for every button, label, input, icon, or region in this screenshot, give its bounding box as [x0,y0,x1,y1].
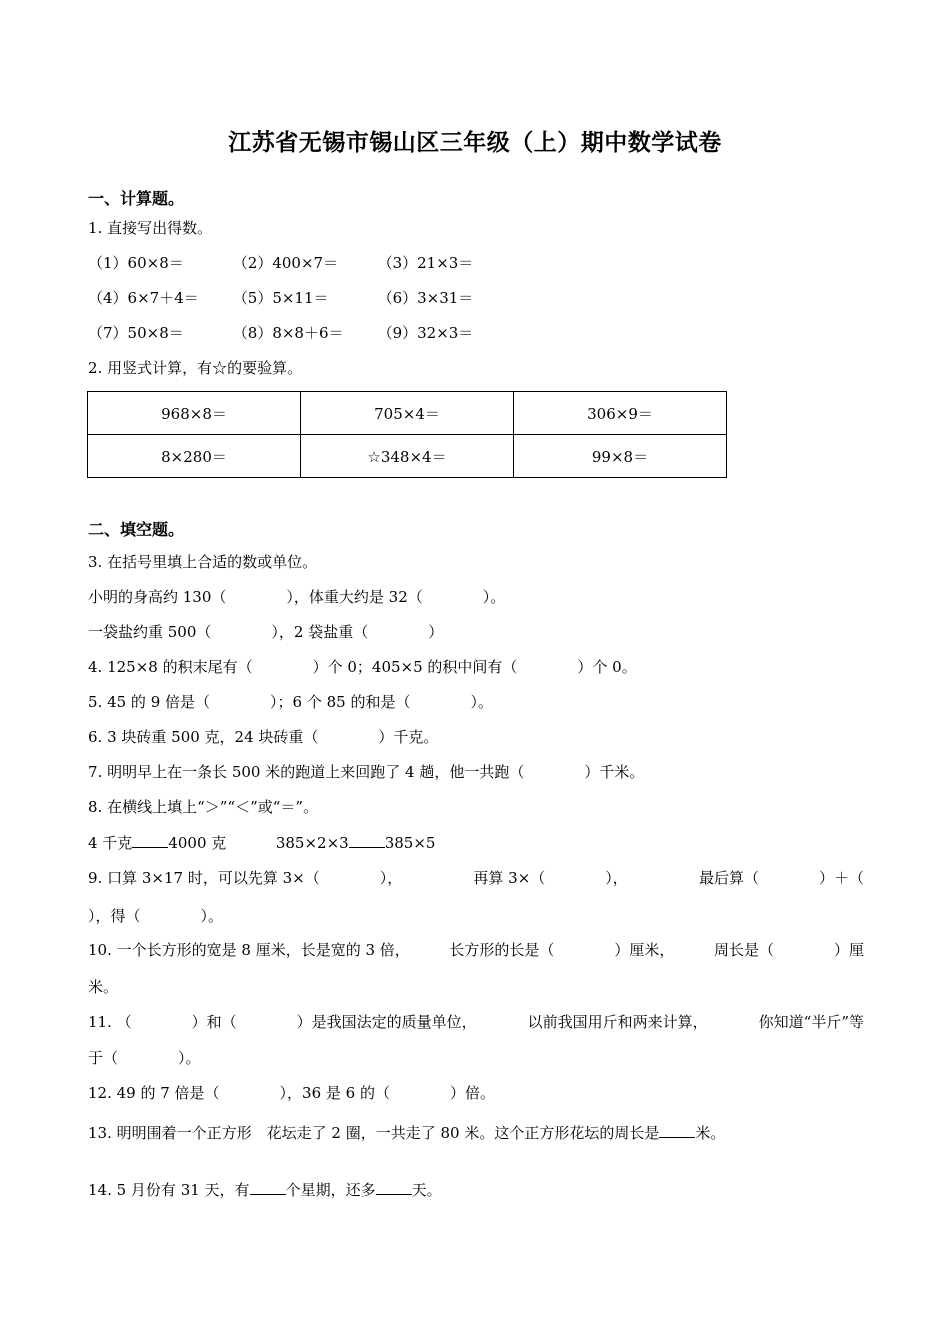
question-9-line-1 [88,868,864,888]
vertical-calculation-table [87,391,727,478]
table-cell: 968×8＝ [88,392,301,435]
comparison-left: 385×2×3 [275,834,349,852]
answer-blank[interactable] [250,1180,286,1195]
question-4: 4. 125×8 的积末尾有（ ）个 0；405×5 的积中间有（ ）个 0。 [88,658,637,676]
question-1-item: （4）6×7＋4＝ [88,289,199,307]
answer-blank[interactable] [376,1180,412,1195]
question-7: 7. 明明早上在一条长 500 米的跑道上来回跑了 4 趟，他一共跑（ ）千米。 [88,763,645,781]
question-11-line-2: 于（ ）。 [88,1049,201,1067]
question-3-line-2: 一袋盐约重 500（ ），2 袋盐重（ ） [88,623,444,641]
question-10-part: 周长是（ ）厘 [713,941,864,959]
section-heading-fill-in: 二、填空题。 [88,520,185,539]
question-14 [88,1180,442,1200]
question-10-part: 10. 一个长方形的宽是 8 厘米，长是宽的 3 倍， [88,941,410,959]
question-1-item: （7）50×8＝ [88,324,184,342]
question-2-prompt: 2. 用竖式计算，有☆的要验算。 [88,359,303,377]
question-10-line-2: 米。 [88,978,119,996]
table-row [88,392,727,435]
question-1-item: （6）3×31＝ [377,289,474,307]
question-1-item: （9）32×3＝ [377,324,474,342]
question-1-item: （3）21×3＝ [377,254,474,272]
question-1-prompt: 1. 直接写出得数。 [88,219,213,237]
question-9-part: 再算 3×（ ）， [473,869,628,887]
question-9-part: 最后算（ ）＋（ [698,869,864,887]
question-5: 5. 45 的 9 倍是（ ）；6 个 85 的和是（ ）。 [88,693,493,711]
question-1-item: （1）60×8＝ [88,254,184,272]
question-11-part: 11. （ ）和（ ）是我国法定的质量单位， [88,1013,477,1031]
question-1-row-2 [88,288,473,308]
question-13 [88,1123,725,1143]
table-cell: 99×8＝ [514,435,727,478]
table-cell: ☆348×4＝ [301,435,514,478]
question-11-part: 你知道“半斤”等 [758,1013,864,1031]
question-13-text: 13. 明明围着一个正方形 花坛走了 2 圈，一共走了 80 米。这个正方形花坛的周长是 [88,1124,660,1142]
question-11-line-1 [88,1012,864,1032]
answer-blank[interactable] [659,1123,695,1138]
question-13-unit: 米。 [695,1124,726,1142]
question-9-part: 9. 口算 3×17 时，可以先算 3×（ ）， [88,869,403,887]
question-3-prompt: 3. 在括号里填上合适的数或单位。 [88,553,318,571]
question-14-text: 个星期，还多 [285,1181,376,1199]
question-1-item: （5）5×11＝ [232,289,329,307]
question-1-item: （8）8×8＋6＝ [232,324,344,342]
question-11-part: 以前我国用斤和两来计算， [527,1013,708,1031]
question-10-part: 长方形的长是（ ）厘米， [449,941,675,959]
comparison-blank[interactable] [349,833,385,848]
question-1-row-1 [88,253,473,273]
table-row [88,435,727,478]
question-8-comparisons [88,833,435,853]
table-cell: 306×9＝ [514,392,727,435]
comparison-blank[interactable] [132,833,168,848]
question-3-line-1: 小明的身高约 130（ ），体重大约是 32（ ）。 [88,588,506,606]
comparison-left: 4 千克 [88,834,133,852]
page-title: 江苏省无锡市锡山区三年级（上）期中数学试卷 [228,129,722,156]
comparison-right: 4000 克 [168,834,227,852]
question-8-prompt: 8. 在横线上填上“＞”“＜”或“＝”。 [88,798,319,816]
table-cell: 705×4＝ [301,392,514,435]
section-heading-calculation: 一、计算题。 [88,189,185,208]
question-9-line-2: ），得（ ）。 [88,907,224,925]
table-cell: 8×280＝ [88,435,301,478]
question-12: 12. 49 的 7 倍是（ ），36 是 6 的（ ）倍。 [88,1084,495,1102]
question-6: 6. 3 块砖重 500 克，24 块砖重（ ）千克。 [88,728,439,746]
comparison-right: 385×5 [384,834,436,852]
question-10-line-1 [88,940,864,960]
question-14-text: 14. 5 月份有 31 天，有 [88,1181,250,1199]
question-1-item: （2）400×7＝ [232,254,339,272]
question-1-row-3 [88,323,473,343]
question-14-unit: 天。 [411,1181,442,1199]
